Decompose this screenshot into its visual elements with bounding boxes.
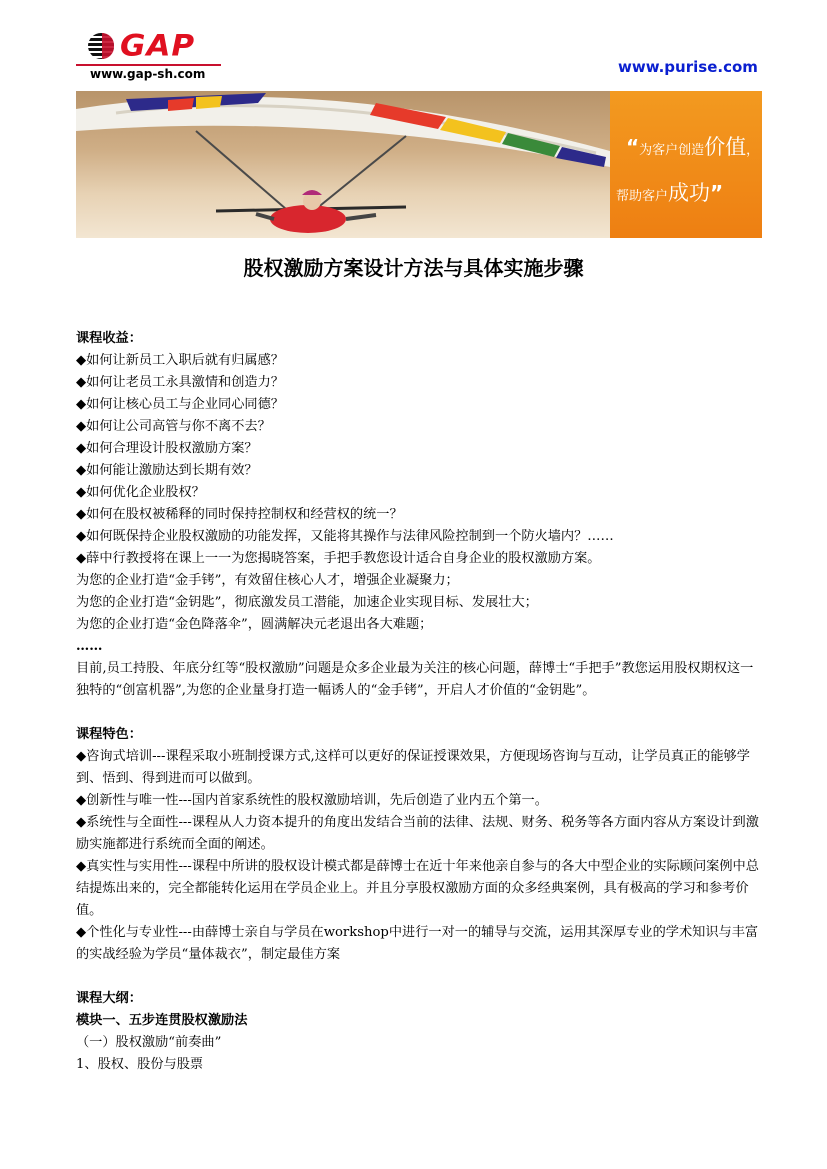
slogan-value-word: 价值 xyxy=(704,135,747,159)
features-heading: 课程特色： xyxy=(76,727,142,742)
benefit-item: ◆如何能让激励达到长期有效？ xyxy=(76,463,258,478)
feature-item: ◆咨询式培训---课程采取小班制授课方式,这样可以更好的保证授课效果，方便现场咨询与互动，让学员真正的能够学到、悟到、得到进而可以做到。 xyxy=(76,749,750,786)
feature-item: ◆系统性与全面性---课程从人力资本提升的角度出发结合当前的法律、法规、财务、税务等各方面内容从方案设计到激励实施都进行系统而全面的阐述。 xyxy=(76,815,759,852)
benefit-item: 为您的企业打造“金钥匙”，彻底激发员工潜能，加速企业实现目标、发展壮大； xyxy=(76,595,538,610)
feature-item: ◆真实性与实用性---课程中所讲的股权设计模式都是薛博士在近十年来他亲自参与的各大中型企业的实际顾问案例中总结提炼出来的，完全都能转化运用在学员企业上。并且分享股权激励方面的众多经典案例，具有极高的学习和参考价值。 xyxy=(76,859,759,918)
outline-module: 模块一、五步连贯股权激励法 xyxy=(76,1013,248,1028)
slogan-success-word: 成功 xyxy=(668,181,711,205)
header-banner xyxy=(76,91,762,238)
hang-glider-illustration xyxy=(76,91,610,238)
benefit-item: ◆如何让公司高管与你不离不去？ xyxy=(76,419,271,434)
benefit-item: ◆薛中行教授将在课上一一为您揭晓答案，手把手教您设计适合自身企业的股权激励方案。 xyxy=(76,551,601,566)
slogan-open-quote: “ xyxy=(626,135,640,159)
logo-url: www.gap-sh.com xyxy=(90,67,206,81)
benefit-item: ◆如何合理设计股权激励方案？ xyxy=(76,441,258,456)
benefits-heading: 课程收益： xyxy=(76,331,142,346)
benefit-item: …… xyxy=(76,639,103,654)
document-body xyxy=(76,328,764,1076)
logo-divider xyxy=(76,64,221,66)
hang-glider-photo xyxy=(76,91,610,238)
benefit-item: 为您的企业打造“金手铐”，有效留住核心人才，增强企业凝聚力； xyxy=(76,573,459,588)
feature-item: ◆个性化与专业性---由薛博士亲自与学员在workshop中进行一对一的辅导与交流，运用其深厚专业的学术知识与丰富的实战经验为学员“量体裁衣”，制定最佳方案 xyxy=(76,925,759,962)
benefit-item: ◆如何让核心员工与企业同心同德？ xyxy=(76,397,284,412)
document-title: 股权激励方案设计方法与具体实施步骤 xyxy=(243,256,584,280)
slogan-part-2: 帮助客户 xyxy=(616,189,669,204)
gap-logo xyxy=(76,30,221,85)
outline-item: 1、股权、股份与股票 xyxy=(76,1057,204,1072)
outline-heading: 课程大纲： xyxy=(76,991,142,1006)
globe-accent-icon xyxy=(102,33,114,59)
benefit-item: ◆如何让新员工入职后就有归属感？ xyxy=(76,353,284,368)
feature-item: ◆创新性与唯一性---国内首家系统性的股权激励培训，先后创造了业内五个第一。 xyxy=(76,793,548,808)
slogan-panel xyxy=(610,91,762,238)
slogan-part-1: 为客户创造 xyxy=(639,143,705,158)
benefit-item: ◆如何让老员工永具激情和创造力？ xyxy=(76,375,284,390)
benefit-item: ◆如何优化企业股权？ xyxy=(76,485,205,500)
site-url-link[interactable]: www.purise.com xyxy=(618,58,758,76)
slogan-line-1 xyxy=(626,131,759,161)
logo-text: GAP xyxy=(120,28,196,64)
slogan-close-quote: ” xyxy=(710,181,724,205)
benefit-item: ◆如何在股权被稀释的同时保持控制权和经营权的统一？ xyxy=(76,507,403,522)
benefits-paragraph: 目前,员工持股、年底分红等“股权激励”问题是众多企业最为关注的核心问题，薛博士“手把手”教您运用股权期权这一独特的“创富机器”,为您的企业量身打造一幅诱人的“金手铐”，开启人才价值的“金钥匙”。 xyxy=(76,661,754,698)
benefit-item: ◆如何既保持企业股权激励的功能发挥，又能将其操作与法律风险控制到一个防火墙内？…… xyxy=(76,529,614,544)
slogan-comma: ， xyxy=(746,143,760,158)
outline-section: （一）股权激励“前奏曲” xyxy=(76,1035,222,1050)
benefit-item: 为您的企业打造“金色降落伞”，圆满解决元老退出各大难题； xyxy=(76,617,433,632)
slogan-line-2 xyxy=(616,177,723,207)
